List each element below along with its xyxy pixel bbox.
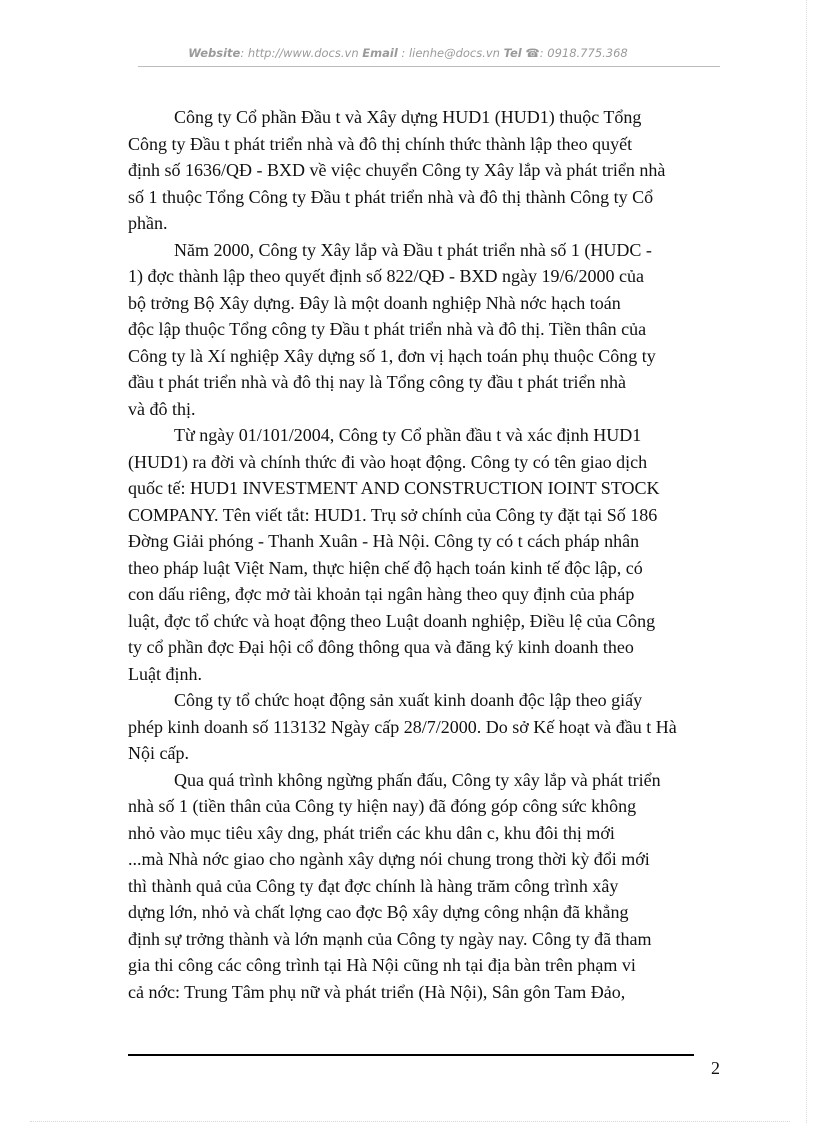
paragraph-5 [128,767,718,1006]
text-line: Công ty tổ chức hoạt động sản xuất kinh doanh độc lập theo giấy [174,690,643,710]
text-line: dựng lớn, nhỏ và chất lợng cao đợc Bộ xây dựng công nhận đã khẳng [128,902,629,922]
paragraph-2 [128,237,718,423]
text-line: COMPANY. Tên viết tắt: HUD1. Trụ sở chính của Công ty đặt tại Số 186 [128,504,658,525]
document-body [128,104,718,1005]
text-line: con dấu riêng, đợc mở tài khoản tại ngân hàng theo quy định của pháp [128,584,635,604]
page-header [0,46,816,64]
text-line: phép kinh doanh số 113132 Ngày cấp 28/7/2000. Do sở Kế hoạt và đầu t Hà [128,716,677,737]
tel-value: : 0918.775.368 [539,46,628,60]
text-line: định số 1636/QĐ - BXD về việc chuyển Công ty Xây lắp và phát triển nhà [128,160,666,180]
text-line: số 1 thuộc Tổng Công ty Đầu t phát triển nhà và đô thị thành Công ty Cổ [128,186,654,207]
text-line: phần. [128,213,168,233]
page-right-edge [806,0,807,1123]
tel-label: Tel [503,46,522,60]
phone-icon: ☎ [525,46,540,60]
page-number: 2 [711,1058,720,1078]
text-line: định sự trởng thành và lớn mạnh của Công ty ngày nay. Công ty đã tham [128,928,652,949]
text-line: (HUD1) ra đời và chính thức đi vào hoạt động. Công ty có tên giao dịch [128,451,648,472]
text-line: nhà số 1 (tiền thân của Công ty hiện nay) đã đóng góp công sức không [128,796,637,816]
text-line: gia thi công các công trình tại Hà Nội cũng nh tại địa bàn trên phạm vi [128,955,636,975]
text-line: Đờng Giải phóng - Thanh Xuân - Hà Nội. Công ty có t cách pháp nhân [128,531,640,551]
paragraph-4 [128,687,718,767]
website-value: : http://www.docs.vn [240,46,359,60]
text-line: cả nớc: Trung Tâm phụ nữ và phát triển (Hà Nội), Sân gôn Tam Đảo, [128,981,626,1002]
paragraph-1 [128,104,718,237]
text-line: Nội cấp. [128,743,189,763]
text-line: 1) đợc thành lập theo quyết định số 822/QĐ - BXD ngày 19/6/2000 của [128,266,644,286]
page-bottom-edge [30,1121,790,1122]
text-line: độc lập thuộc Tổng công ty Đầu t phát triển nhà và đô thị. Tiền thân của [128,319,647,339]
text-line: luật, đợc tổ chức và hoạt động theo Luật doanh nghiệp, Điều lệ của Công [128,610,656,631]
email-label: Email [362,46,398,60]
website-label: Website [188,46,241,60]
text-line: Công ty Cổ phần Đầu t và Xây dựng HUD1 (HUD1) thuộc Tổng [174,107,642,127]
text-line: và đô thị. [128,398,196,419]
text-line: ...mà Nhà nớc giao cho ngành xây dựng nói chung trong thời kỳ đổi mới [128,849,650,869]
text-line: Qua quá trình không ngừng phấn đấu, Công ty xây lắp và phát triển [174,769,661,790]
email-value: : lienhe@docs.vn [401,46,500,60]
text-line: bộ trởng Bộ Xây dựng. Đây là một doanh nghiệp Nhà nớc hạch toán [128,292,621,313]
text-line: Luật định. [128,663,202,684]
text-line: Công ty Đầu t phát triển nhà và đô thị chính thức thành lập theo quyết [128,133,633,154]
text-line: ty cổ phần đợc Đại hội cổ đông thông qua và đăng ký kinh doanh theo [128,637,634,657]
text-line: thì thành quả của Công ty đạt đợc chính là hàng trăm công trình xây [128,875,619,896]
text-line: nhỏ vào mục tiêu xây dng, phát triển các khu dân c, khu đôi thị mới [128,822,615,843]
footer-divider [128,1054,694,1056]
paragraph-3 [128,422,718,687]
text-line: Năm 2000, Công ty Xây lắp và Đầu t phát triển nhà số 1 (HUDC - [174,239,652,260]
text-line: quốc tế: HUD1 INVESTMENT AND CONSTRUCTION IOINT STOCK [128,478,660,498]
text-line: theo pháp luật Việt Nam, thực hiện chế độ hạch toán kinh tế độc lập, có [128,557,643,578]
header-divider [138,66,720,67]
text-line: Từ ngày 01/101/2004, Công ty Cổ phần đầu t và xác định HUD1 [174,425,642,445]
text-line: đầu t phát triển nhà và đô thị nay là Tổng công ty đầu t phát triển nhà [128,372,627,392]
text-line: Công ty là Xí nghiệp Xây dựng số 1, đơn vị hạch toán phụ thuộc Công ty [128,345,656,366]
